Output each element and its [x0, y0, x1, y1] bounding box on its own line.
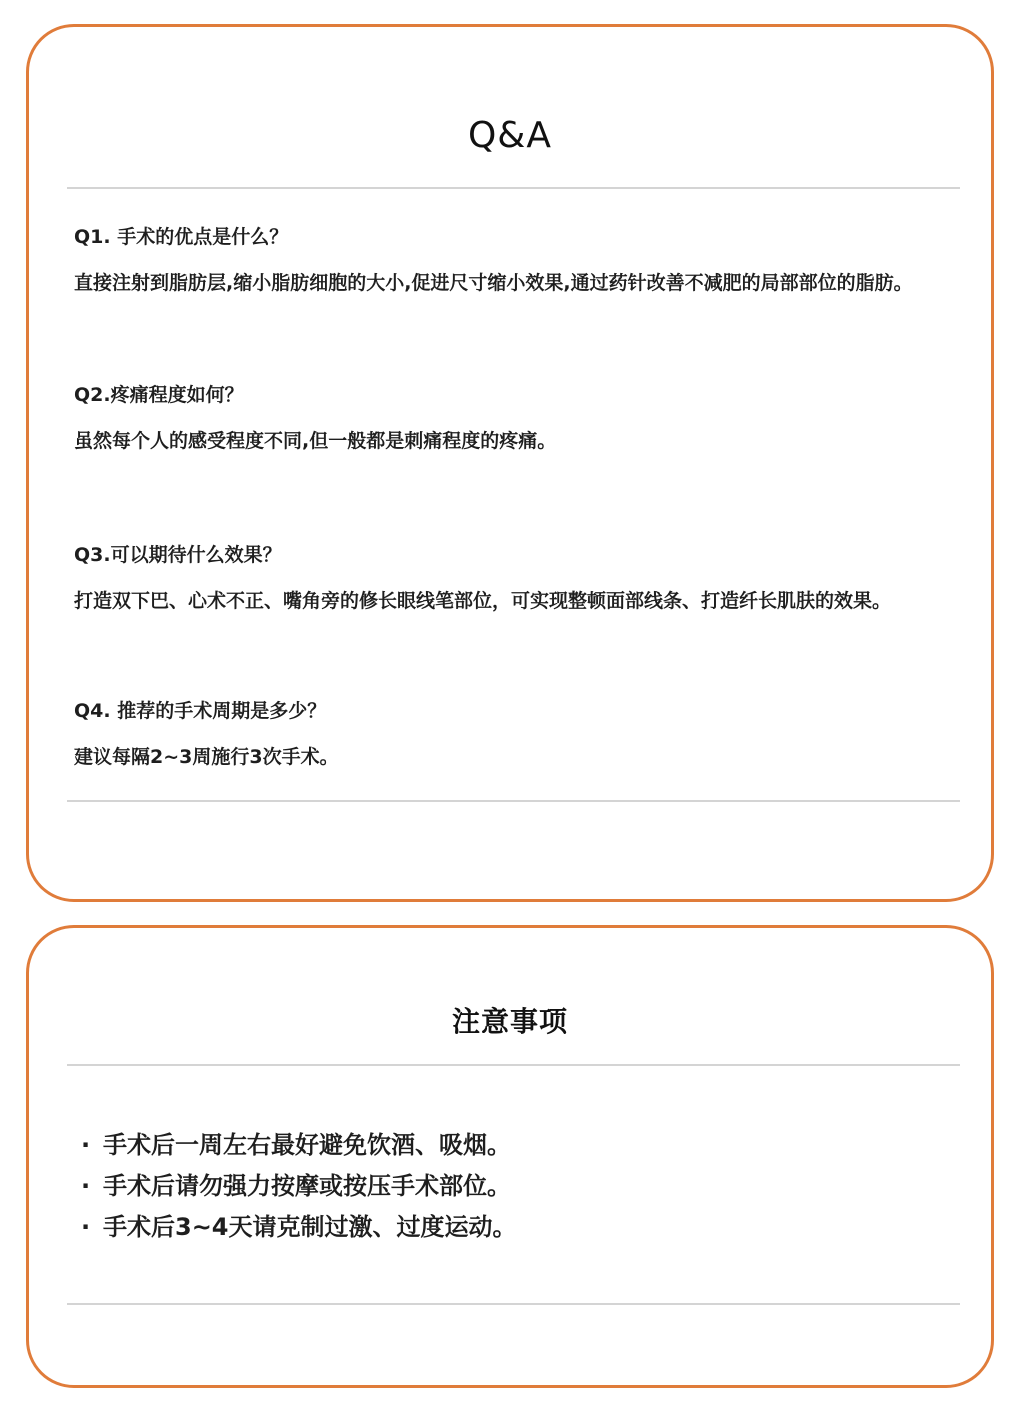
notes-title: 注意事项 — [451, 1005, 568, 1038]
bullet-icon: · — [81, 1213, 91, 1241]
qa-answer-3: 打造双下巴、心术不正、嘴角旁的修长眼线笔部位，可实现整顿面部线条、打造纤长肌肤的效果。 — [74, 590, 892, 612]
qa-item-4 — [74, 697, 924, 775]
qa-question-2: Q2.疼痛程度如何？ — [74, 384, 244, 406]
qa-card — [26, 24, 994, 902]
bullet-icon: · — [81, 1172, 91, 1200]
qa-question-1: Q1. 手术的优点是什么？ — [74, 226, 289, 248]
note-item-3 — [81, 1207, 517, 1248]
qa-answer-1: 直接注射到脂肪层,缩小脂肪细胞的大小,促进尺寸缩小效果,通过药针改善不减肥的局部部位的脂肪。 — [74, 272, 913, 294]
qa-answer-4: 建议每隔2~3周施行3次手术。 — [74, 746, 339, 768]
note-text-1: 手术后一周左右最好避免饮酒、吸烟。 — [103, 1131, 511, 1159]
notes-bottom-divider — [67, 1303, 960, 1305]
qa-question-4: Q4. 推荐的手术周期是多少？ — [74, 700, 327, 722]
notes-top-divider — [67, 1064, 960, 1066]
note-text-2: 手术后请勿强力按摩或按压手术部位。 — [103, 1172, 511, 1200]
qa-title: Q&A — [467, 115, 553, 156]
note-item-1 — [81, 1125, 517, 1166]
qa-item-2 — [74, 381, 924, 459]
qa-bottom-divider — [67, 800, 960, 802]
qa-top-divider — [67, 187, 960, 189]
qa-item-1 — [74, 223, 924, 301]
notes-card — [26, 925, 994, 1388]
note-item-2 — [81, 1166, 517, 1207]
qa-item-3 — [74, 541, 924, 619]
qa-question-3: Q3.可以期待什么效果？ — [74, 544, 282, 566]
note-text-3: 手术后3~4天请克制过激、过度运动。 — [103, 1213, 517, 1241]
notes-list — [81, 1125, 517, 1248]
bullet-icon: · — [81, 1131, 91, 1159]
qa-answer-2: 虽然每个人的感受程度不同,但一般都是刺痛程度的疼痛。 — [74, 430, 557, 452]
